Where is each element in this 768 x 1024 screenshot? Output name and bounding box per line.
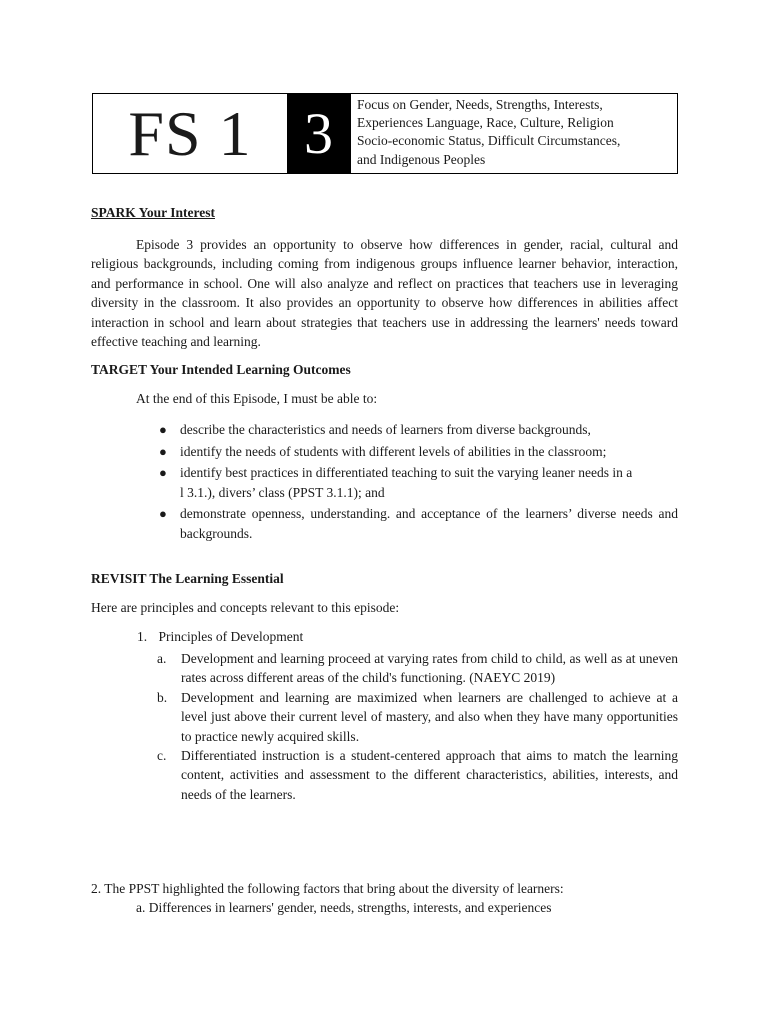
episode-number: 3 (287, 94, 350, 173)
bullet-icon: ● (159, 506, 167, 522)
focus-line: Focus on Gender, Needs, Strengths, Interests, (357, 97, 603, 112)
ppst-subitem: a. Differences in learners' gender, needs, strengths, interests, and experiences (136, 900, 552, 915)
outcomes-list (157, 420, 678, 546)
revisit-intro: Here are principles and concepts relevant to this episode: (91, 600, 400, 615)
episode-focus (350, 94, 677, 173)
list-item: a. Development and learning proceed at varying rates from child to child, as well as at uneven rates across different areas of the child's functioning. (NAEYC 2019) (157, 651, 678, 686)
list-item: ● identify best practices in differentiated teaching to suit the varying leaner needs in a l 3.1.), divers’ class (PPST 3.1.1); and (157, 463, 678, 502)
list-item: c. Differentiated instruction is a student-centered approach that aims to match the learning content, activities and assessment to the different characteristics, abilities, interests, and needs of the learners. (157, 748, 678, 802)
bullet-icon: ● (159, 443, 167, 459)
item-label: Principles of Development (158, 629, 304, 644)
course-code: FS 1 (128, 97, 252, 169)
bullet-icon: ● (159, 422, 167, 437)
principles-sublist (157, 649, 678, 804)
episode-header (92, 93, 678, 174)
target-heading: TARGET Your Intended Learning Outcomes (91, 362, 351, 377)
spark-paragraph: Episode 3 provides an opportunity to observe how differences in gender, racial, cultural and religious backgrounds, including coming from indigenous groups influence learner behavior, interaction, and performance in school. One will also analyze and reflect on practices that teachers use in leveraging diversity in the classroom. It also provides an opportunity to observe how differences in abilities affect interaction in school and learn about strategies that teachers use in addressing the learners' needs toward effective teaching and learning. (91, 237, 678, 350)
bullet-continuation: l 3.1.), divers’ class (PPST 3.1.1); and (180, 484, 385, 500)
revisit-heading: REVISIT The Learning Essential (91, 571, 284, 586)
spark-heading: SPARK Your Interest (91, 205, 215, 220)
focus-line: Socio-economic Status, Difficult Circumstances, (357, 133, 621, 149)
list-item: ● demonstrate openness, understanding. and acceptance of the learners’ diverse needs and backgrounds. (159, 506, 678, 541)
list-item: ● describe the characteristics and needs of learners from diverse backgrounds, (157, 420, 678, 440)
focus-line: Experiences Language, Race, Culture, Religion (357, 115, 614, 131)
focus-line: and Indigenous Peoples (357, 151, 486, 167)
list-item: ● identify the needs of students with different levels of abilities in the classroom; (157, 442, 678, 462)
principles-item (137, 629, 303, 645)
item-number: 1. (137, 629, 148, 644)
list-item: b. Development and learning are maximized when learners are challenged to achieve at a level just above their current level of mastery, and also when they have many opportunities to practice newly acquired skills. (157, 689, 678, 744)
bullet-icon: ● (159, 465, 167, 481)
target-intro: At the end of this Episode, I must be able to: (136, 391, 378, 406)
ppst-item: 2. The PPST highlighted the following factors that bring about the diversity of learners: (91, 881, 564, 896)
